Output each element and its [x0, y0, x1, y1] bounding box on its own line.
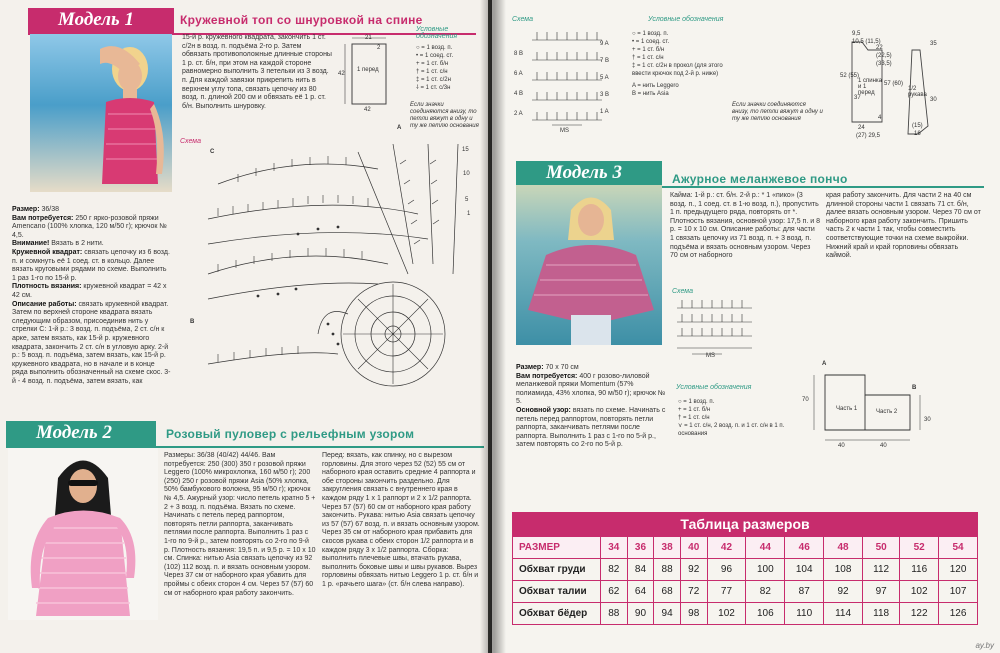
pullover-dim-a0: 9,5 — [852, 31, 861, 37]
table-row — [513, 581, 978, 603]
table-cell: 92 — [680, 559, 707, 581]
legend-item: ⋎ = 1 ст. с/н, 2 возд. п. и 1 ст. с/н в 1 п. основания — [678, 423, 785, 437]
yarn-a: A = нить Leggero — [632, 83, 679, 89]
table-cell: 118 — [863, 603, 900, 625]
poncho-point-b: B — [912, 385, 917, 391]
legend-item: ⸸ = 1 ст. с/3н — [416, 85, 451, 91]
table-cell: 62 — [601, 581, 628, 603]
book-spine — [480, 0, 506, 653]
legend-item: ○ = 1 возд. п. — [416, 45, 453, 51]
table-cell: 88 — [601, 603, 628, 625]
model1-density: Плотность вязания: кружевной квадрат = 42 x 42 см. — [12, 283, 167, 299]
poncho-ms-label: МS — [706, 353, 715, 359]
yarn-b: B = нить Asia — [632, 91, 669, 97]
model1-row-15: 15 — [462, 147, 469, 153]
model2-banner-label: Модель 2 — [36, 422, 112, 443]
model1-dim-left: 42 — [338, 71, 345, 77]
model3-col1: Кайма: 1-й р.: ст. б/н. 2-й р.: * 1 «пико» (3 возд. п., 1 соед. ст. в 1-ю возд. п.), пропустить 1 п. предыдущего ряда, повторять от *. Плотность вязания, основной узор: 17,5 п. и 8 р. = 10 x 10 см. Описание работы: для части 1 связать цепочку из 71 возд. п. + 3 возд. п. подъёма и вязать основным узором. Через 70 см от наборного — [670, 192, 820, 260]
table-row — [513, 537, 978, 559]
model3-specs — [516, 364, 666, 450]
table-cell: 88 — [654, 559, 681, 581]
model1-legend — [416, 44, 482, 92]
right-schema-label: Схема — [512, 16, 533, 23]
size-cell: 50 — [863, 537, 900, 559]
table-cell: 102 — [900, 581, 939, 603]
model1-legend-note: Если значки соединяются внизу, то петли вяжут в одну и ту же петлю основания — [410, 102, 479, 129]
model1-arrow-b: B — [190, 319, 195, 325]
pullover-dim-a8: 4 — [878, 115, 882, 121]
model1-dim-side: 2 — [377, 45, 381, 51]
pullover-rows-left: 8 B 6 A 4 B 2 A — [514, 51, 524, 117]
table-cell: 84 — [627, 559, 654, 581]
poncho-point-a: A — [822, 361, 827, 367]
table-cell: 116 — [900, 559, 939, 581]
model1-row-10: 10 — [463, 171, 470, 177]
pullover-dim-a4: (33,5) — [876, 61, 892, 67]
pullover-dim-a6: 37 — [854, 95, 861, 101]
model1-specs — [12, 206, 172, 386]
table-cell: 92 — [824, 581, 863, 603]
model3-size: Размер: 70 x 70 см — [516, 364, 579, 371]
table-cell: 87 — [785, 581, 824, 603]
table-cell: 97 — [863, 581, 900, 603]
model1-arrow-c: C — [210, 149, 215, 155]
size-table-title: Таблица размеров — [512, 512, 978, 536]
pullover-rows-right: 9 A 7 B 5 A 3 B 1 A — [600, 41, 610, 115]
model1-crochet-chart — [178, 124, 478, 394]
size-cell: 44 — [746, 537, 785, 559]
table-cell: 120 — [939, 559, 978, 581]
pullover-dim-a5: 52 (55) — [840, 73, 860, 79]
model1-schema-label: Схема — [180, 138, 201, 145]
model2-col1: Размеры: 36/38 (40/42) 44/46. Вам потребуется: 250 (300) 350 г розовой пряжи Leggero (100% микрохлопка, 160 м/50 г); 200 (250) 250 г розовой пряжи Asia (50% хлопка, 50% бамбукового волокна, 95 м/50 г); крючок № 4,5. Ажурный узор: число петель кратно 5 + 2 + 3 возд. п. подъёма. Вязать по схеме. Начинать с петель перед раппортом, повторять петли раппорта, заканчивать петлями после раппорта. Выполнить 1 раз с 1-го по 9-й р., затем повторять со 2-го по 9-й р. Плотность вязания: 19,5 п. и 9,5 р. = 10 x 10 см. Спинка: нитью Asia связать цепочку из 92 (102) 112 возд. п. и вязать основным узором. Через 37 см от наборного края убавить для проймы с обеих сторон 4 см. Через 57 (57) 60 см от наборного края работу закончить. — [164, 452, 316, 597]
model1-body-top: 15-й р. кружевного квадрата, закончить 1 ст. с/2н в возд. п. подъёма 2-го р. Затем обвязать противоположные длинные стороны 1 р. ст. б/н, при этом на каждой стороне равномерно выполнить 3 петельки из 3 возд. п. Для каждой завязки прикрепить нить в верхнем углу топа, связать цепочку из 80 возд. п. длиной 200 см и обвязать её 1 р. ст. б/н. Выполнить шнуровку. — [182, 34, 332, 110]
model1-photo-image — [30, 34, 172, 192]
table-cell: 98 — [680, 603, 707, 625]
legend-item: + = 1 ст. б/н — [678, 407, 711, 413]
table-cell: 112 — [863, 559, 900, 581]
model1-banner — [28, 8, 174, 34]
model3-legend — [678, 398, 796, 438]
pullover-ms-label: МS — [560, 128, 569, 134]
right-legend — [632, 30, 742, 98]
poncho-dim-30: 30 — [924, 417, 931, 423]
model1-work: Описание работы: связать кружевной квадрат. Затем по верхней стороне квадрата вязать следующим образом, присоединив нить у стрелки С: 1-й р.: 3 возд. п. подъёма, 2 ст. с/н к арке, затем вязать, как 15-й р. кружевного квадрата, закончить 2 ст. с/н в угловую арку. 2-й р.: 5 возд. п. подъёма, затем вязать, как 15-й р. кружевного квадрата, но в начале и в конце ряда выполнить обозначенный на схеме скос. 3-й - 4 возд. п. подъёма, затем вязать, как — [12, 300, 171, 385]
model1-dim-bottom: 42 — [364, 107, 371, 113]
table-cell: 82 — [746, 581, 785, 603]
model1-square: Кружевной квадрат: связать цепочку из 6 возд. п. и сомкнуть её 1 соед. ст. в кольцо. Далее вязать круговыми рядами по схеме. Выполнить 1 раз 1-го по 15-й р. — [12, 248, 170, 282]
model3-photo — [516, 185, 662, 345]
row-label: Обхват талии — [513, 581, 601, 603]
pullover-dim-a3: (22,5) — [876, 53, 892, 59]
legend-item: + = 1 ст. б/н — [416, 61, 449, 67]
size-cell: 40 — [680, 537, 707, 559]
model1-legend-title: Условные обозначения — [416, 26, 458, 40]
size-cell: 38 — [654, 537, 681, 559]
size-table — [512, 536, 978, 625]
model1-dim-top: 21 — [365, 35, 372, 41]
size-cell: 46 — [785, 537, 824, 559]
model3-photo-image — [516, 185, 662, 345]
legend-item: + = 1 ст. б/н — [632, 47, 665, 53]
size-cell: 54 — [939, 537, 978, 559]
size-cell: 52 — [900, 537, 939, 559]
model1-size: Размер: 36/38 — [12, 206, 60, 213]
size-cell: 42 — [707, 537, 746, 559]
poncho-dim-70: 70 — [802, 397, 809, 403]
model2-banner — [6, 421, 156, 447]
legend-item: † = 1 ст. с/н — [632, 55, 664, 61]
pullover-dim-a1: 10,5 (11,5) — [852, 39, 881, 45]
model1-row-5: 5 — [465, 197, 469, 203]
table-cell: 100 — [746, 559, 785, 581]
right-legend-title: Условные обозначения — [648, 16, 724, 23]
table-row — [513, 603, 978, 625]
table-cell: 77 — [707, 581, 746, 603]
model1-title: Кружевной топ со шнуровкой на спине — [180, 13, 423, 27]
model1-pattern-name: 1 перед — [357, 67, 379, 73]
model2-photo — [8, 448, 158, 620]
pullover-dim-b2: (15) — [912, 123, 923, 129]
model1-banner-label: Модель 1 — [58, 9, 134, 30]
model1-photo — [30, 34, 172, 192]
table-cell: 90 — [627, 603, 654, 625]
model3-col2: края работу закончить. Для части 2 на 40 см длинной стороны части 1 связать 71 ст. б/н, далее вязать основным узором. Через 70 см от наборного края работу закончить. Пришить часть 2 к части 1 так, чтобы совместить соответствующие точки на схеме выкройки. Нижний край и край горловины обвязать каймой. — [826, 192, 981, 260]
pullover-piece-b-label: 1/2 рукава — [908, 86, 927, 98]
table-cell: 68 — [654, 581, 681, 603]
size-cell: 34 — [601, 537, 628, 559]
table-cell: 114 — [824, 603, 863, 625]
size-header-label: РАЗМЕР — [513, 537, 601, 559]
model1-arrow-a: A — [397, 125, 402, 131]
model1-row-1: 1 — [467, 211, 471, 217]
model2-col2: Перед: вязать, как спинку, но с вырезом горловины. Для этого через 52 (52) 55 см от наборного края оставить средние 4 раппорта и обе стороны закончить раздельно. Для закругления связать с внутреннего края в каждом ряду 1 х 1 раппорт и 2 х 1/2 раппорта. Через 57 (57) 60 см от наборного края работу закончить. Рукава: нитью Asia связать цепочку из 57 (57) 67 возд. п. и вязать основным узором. Через 35 см от наборного края прибавить для скосов рукава с обеих сторон 1/2 раппорта и в каждом ряду 3 х 1/2 раппорта. Сборка: выполнить плечевые швы, втачать рукава, выполнить боковые швы и швы рукавов. Вырез горловины обвязать нитью Leggero 1 р. ст. б/н и 1 р. «рачьего шага» (ст. б/н слева направо). — [322, 452, 480, 588]
poncho-part2-label: Часть 2 — [876, 409, 898, 415]
row-label: Обхват бёдер — [513, 603, 601, 625]
model3-schema-label: Схема — [672, 288, 693, 295]
table-cell: 102 — [707, 603, 746, 625]
model1-attention: Внимание! Вязать в 2 нити. — [12, 240, 104, 248]
legend-item: † = 1 ст. с/н — [678, 415, 710, 421]
pullover-dim-b1: 30 — [930, 97, 937, 103]
model1-materials: Вам потребуется: 250 г ярко-розовой пряжи Amencano (100% хлопка, 120 м/50 г); крючок № 4,5. — [12, 214, 167, 239]
table-cell: 64 — [627, 581, 654, 603]
legend-item: ○ = 1 возд. п. — [632, 31, 669, 37]
model3-pattern: Основной узор: вязать по схеме. Начинать с петель перед раппортом, повторять петли раппорта, заканчивать петлями после раппорта. Выполнить 1 раз с 1-го по 5-й р., затем повторять со 2-го по 5-й р. — [516, 406, 666, 449]
pullover-dim-b3: 16 — [914, 131, 921, 137]
model3-legend-title: Условные обозначения — [676, 384, 752, 391]
pullover-dim-a10: (27) 29,5 — [856, 133, 881, 139]
model3-banner-label: Модель 3 — [546, 162, 622, 183]
legend-item: • = 1 соед. ст. — [416, 53, 454, 59]
pullover-dim-a2: 22 — [876, 45, 883, 51]
row-label: Обхват груди — [513, 559, 601, 581]
table-cell: 106 — [746, 603, 785, 625]
model2-photo-image — [8, 448, 158, 620]
model3-banner — [516, 161, 662, 187]
table-cell: 108 — [824, 559, 863, 581]
table-cell: 96 — [707, 559, 746, 581]
poncho-diagram — [800, 360, 950, 450]
model3-materials: Вам потребуется: 400 г розово-лиловой меланжевой пряжи Momentum (57% полиамида, 43% хлопка, 90 м/50 г); крючок № 5. — [516, 372, 666, 406]
legend-item: † = 1 ст. с/н — [416, 69, 448, 75]
table-cell: 126 — [939, 603, 978, 625]
poncho-dim-40b: 40 — [880, 443, 887, 449]
table-cell: 82 — [601, 559, 628, 581]
poncho-dim-40a: 40 — [838, 443, 845, 449]
table-cell: 104 — [785, 559, 824, 581]
pullover-piece-a-label: 1 спинка и 1 перед — [858, 78, 883, 96]
table-cell: 122 — [900, 603, 939, 625]
right-legend-note: Если значки соединяются внизу, то петли вяжут в одну и ту же петлю основания — [732, 102, 823, 122]
model2-title: Розовый пуловер с рельефным узором — [166, 427, 415, 441]
left-page — [0, 0, 488, 653]
legend-item: ○ = 1 возд. п. — [678, 399, 715, 405]
model3-title: Ажурное меланжевое пончо — [672, 172, 848, 186]
legend-item: ‡ = 1 ст. с/2н в прокол (для этого ввести крючок под 2-й р. ниже) — [632, 63, 723, 77]
table-cell: 72 — [680, 581, 707, 603]
table-row — [513, 559, 978, 581]
size-cell: 48 — [824, 537, 863, 559]
legend-item: • = 1 соед. ст. — [632, 39, 670, 45]
table-cell: 107 — [939, 581, 978, 603]
table-cell: 110 — [785, 603, 824, 625]
pullover-dim-a7: 57 (60) — [884, 81, 904, 87]
pullover-dim-a9: 24 — [858, 125, 865, 131]
table-cell: 94 — [654, 603, 681, 625]
poncho-stitch-chart — [672, 296, 762, 358]
watermark: ay.by — [975, 641, 994, 650]
pullover-dim-b0: 35 — [930, 41, 937, 47]
size-cell: 36 — [627, 537, 654, 559]
legend-item: ‡ = 1 ст. с/2н — [416, 77, 451, 83]
poncho-part1-label: Часть 1 — [836, 406, 858, 412]
